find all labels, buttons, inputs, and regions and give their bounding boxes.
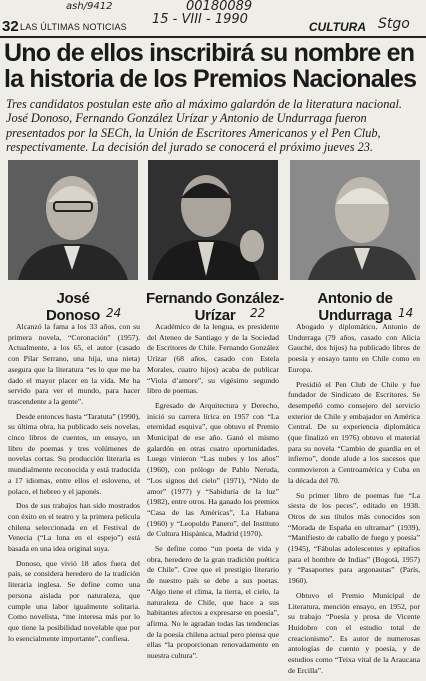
date-handwritten: 15 - VIII - 1990 bbox=[152, 12, 248, 27]
body-paragraph: Alcanzó la fama a los 33 años, con su primera novela, “Coronación” (1957). Actualmente, a los 65, el autor (casado con Pilar Serrano, una hija, una nieta) asegura que la literatura “es lo que me ha dado el mayor placer en la vida. Me ha servido para ver el mundo, para hacer trascendente a la gente”. bbox=[8, 322, 140, 406]
body-paragraph: Abogado y diplomático, Antonio de Undurraga (79 años, casado con Alicia Gauché, dos hijos) ha publicado libros de poesía y ensayo tanto en Chile como en Europa. bbox=[288, 322, 420, 374]
body-paragraph: Presidió el Pen Club de Chile y fue fundador de Sindicato de Escritores. Se desempeñó como consejero del servicio exterior de Chile y embajador en América Central. De su experiencia diplomática (que finalizó en 1976) obtuvo el material para su novela “Cambio de guardia en el infierno”, donde alude a los sucesos que conmovieron a Centroamérica y Cuba en la década del 70. bbox=[288, 379, 420, 485]
portrait-photo-undurraga bbox=[290, 160, 420, 280]
body-paragraph: Académico de la lengua, es presidente del Ateneo de Santiago y de la Sociedad de Escritores de Chile. Fernando González Urízar (68 años, casado con Estela Morales, cuatro hijos) acaba de publicar “Viola d’amore”, su vigésimo segundo libro de poemas. bbox=[147, 322, 279, 396]
candidate-name-line: Donoso bbox=[45, 307, 101, 324]
handwritten-mark: 24 bbox=[106, 306, 122, 320]
body-paragraph: Donoso, que vivió 18 años fuera del país, se considera heredero de la tradición literaria inglesa. Se define como una persona aislada por naturaleza, que cumple una labor igualmente solitaria. Como novelista, “me interesa más por lo que tiene la posibilidad novelable que por lo esencialmente importante”, confiesa. bbox=[8, 558, 140, 643]
body-paragraph: Egresado de Arquitectura y Derecho, inició su carrera lírica en 1957 con “La eternidad esquiva”, que obtuvo el Premio Municipal de ese año. Ganó el mismo galardón en otras cuatro oportunidades. Luego vinieron “Las nubes y los años” (1960), con prólogo de Pablo Neruda, “Los signos del cielo” (1971), “Nido de amor” (1977) y “Sabiduría de la luz” (1982), entre otros. Ha ganado los premios “Casa de las Américas”, La Habana (1960) y “Leopoldo Panero”, del Instituto de Cultura Hispánica, Madrid (1970). bbox=[147, 400, 279, 539]
candidate-name-line: Antonio de bbox=[317, 290, 393, 307]
archive-code-handwritten: ash/9412 bbox=[66, 1, 113, 12]
portrait-photo-gonzalez-urizar bbox=[148, 160, 278, 280]
body-paragraph: Se define como “un poeta de vida y obra, heredero de la gran tradición poética de Chile”. Cree que el prestigio literario de nuestro país se debe a sus poetas. “Algo tiene el clima, la tierra, el cielo, la naturaleza de Chile, que hace a sus habitantes afectos a expresarse en poesía”, afirma. No le agradan todas las tendencias de la poesía chilena actual pero piensa que ellas “la proporcionan renovadamente en nuestra cultura”. bbox=[147, 544, 279, 661]
candidate-name-line: Fernando González- bbox=[146, 290, 284, 307]
body-column-undurraga bbox=[288, 322, 420, 681]
body-column-donoso bbox=[8, 322, 140, 648]
handwritten-mark: 22 bbox=[250, 306, 266, 320]
clipping-number-handwritten: 00180089 bbox=[186, 0, 253, 14]
body-paragraph: Su primer libro de poemas fue “La siesta de los peces”, editado en 1938. Otros de sus títulos más conocidos son “Morada de España en ultramar” (1939), “Manifiesto de caballo de fuego y poesía” (1945), “Fábulas adolescentes y epitafios para el hombre de Indias” (Bogotá, 1957) y “Pasaportes para argonautas” (París, 1960). bbox=[288, 490, 420, 586]
place-handwritten: Stgo bbox=[378, 16, 410, 32]
body-paragraph: Desde entonces hasta “Taratuta” (1990), su última obra, ha publicado seis novelas, cinco libros de cuentos, un ensayo, un libro de poemas y tres volúmenes de novelas cortas. Su producción literaria es mundialmente reconocida y está traducida a 17 idiomas, entre ellos el esloveno, el polaco, el hebreo y el japonés. bbox=[8, 411, 140, 496]
page-number: 32 bbox=[2, 18, 19, 35]
headline: Uno de ellos inscribirá su nombre en la historia de los Premios Nacionales bbox=[4, 39, 417, 93]
lead-paragraph: Tres candidatos postulan este año al máximo galardón de la literatura nacional. José Donoso, Fernando González Urízar y Antonio de Undurraga fueron presentados por la SECh, la Unión de Escritores Americanos y el Pen Club, respectivamente. La decisión del jurado se conocerá el próximo jueves 23. bbox=[6, 97, 402, 154]
body-column-gonzalez-urizar bbox=[147, 322, 279, 666]
candidate-name-line: Undurraga bbox=[318, 307, 392, 324]
candidate-name-line: José bbox=[56, 290, 90, 307]
portrait-photo-donoso bbox=[8, 160, 138, 280]
page-masthead bbox=[0, 18, 426, 38]
body-paragraph: Obtuvo el Premio Municipal de Literatura, mención ensayo, en 1952, por su trabajo “Poesía y prosa de Vicente Huidobro con el estudio total de creacionismo”. Es autor de numerosas antologías de cuento y poesía, y de estudios como “Teixa vital de la Araucana de Ercilla”. bbox=[288, 590, 420, 675]
candidate-name-line: Urízar bbox=[194, 307, 236, 324]
handwritten-mark: 14 bbox=[398, 306, 414, 320]
publication-name: LAS ÚLTIMAS NOTICIAS bbox=[20, 22, 127, 32]
body-paragraph: Dos de sus trabajos han sido mostrados con éxito en el teatro y la primera película chilena seleccionada en el Festival de Venecia (“La luna en el espejo”) está basada en una idea original suya. bbox=[8, 501, 140, 554]
section-name: CULTURA bbox=[308, 20, 366, 34]
